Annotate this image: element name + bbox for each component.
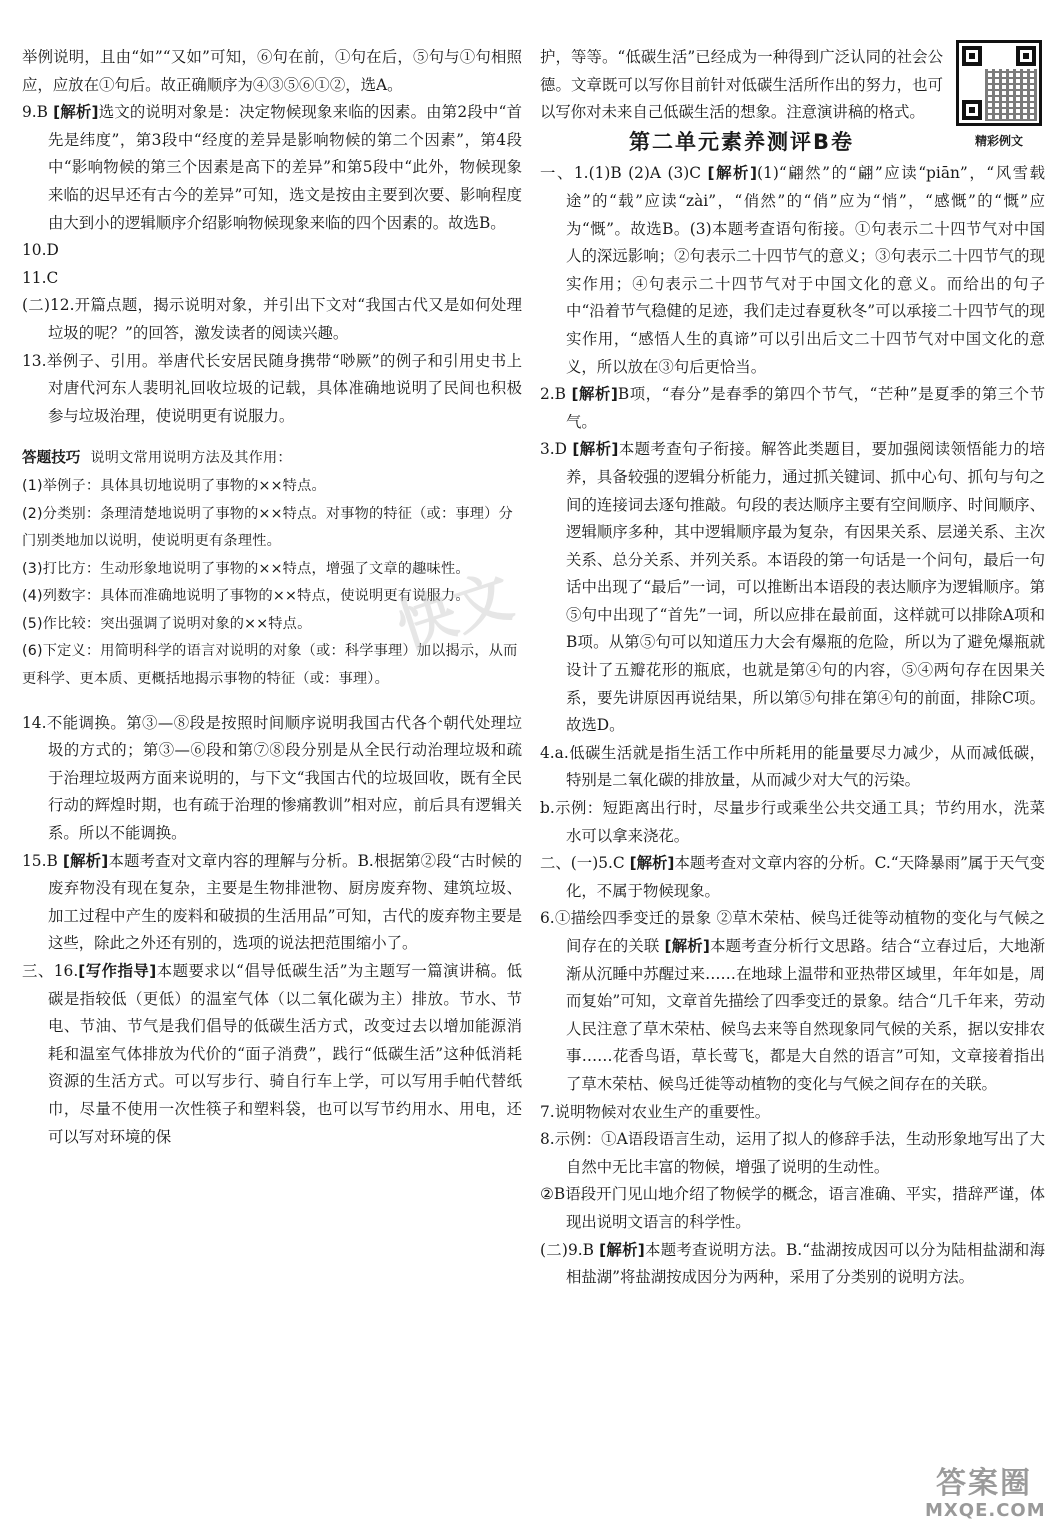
answer-text: B项，“春分”是春季的第四个节气，“芒种”是夏季的第三个节气。 xyxy=(566,385,1045,431)
answer-number: 15.B xyxy=(22,851,58,870)
answer-12: (二)12.开篇点题，揭示说明对象，并引出下文对“我国古代又是如何处理垃圾的呢？”的回答，激发读者的阅读兴趣。 xyxy=(22,296,522,342)
answer-9 xyxy=(22,99,522,237)
answer-text: 本题考查分析行文思路。结合“立春过后，大地渐渐从沉睡中苏醒过来……在地球上温带和亚热带区域里，年年如是，周而复始”可知，文章首先描绘了四季变迁的景象。结合“几千年来，劳动人民注意了草木荣枯、候鸟去来等自然现象同气候的关系，据以安排农事……花香鸟语，草长莺飞，都是大自然的语言”可知，文章接着指出了草木荣枯、候鸟迁徙等动植物的变化与气候之间存在的关联。 xyxy=(566,937,1045,1093)
analysis-tag: [解析] xyxy=(62,851,109,870)
analysis-tag: [解析] xyxy=(572,440,619,459)
answer-10: 10.D xyxy=(22,241,59,260)
logo-domain: MXQE.COM xyxy=(925,1500,1046,1521)
answer-7: 7.说明物候对农业生产的重要性。 xyxy=(540,1102,771,1121)
analysis-tag: [解析] xyxy=(599,1240,645,1259)
answer-15 xyxy=(22,848,522,958)
right-column xyxy=(540,44,1045,1292)
answer-text: 选文的说明对象是：决定物候现象来临的因素。由第2段中“首先是纬度”，第3段中“经度的差异是影响物候的第二个因素”，第4段中“影响物候的第三个因素是高下的差异”和第5段中“此外，物候现象来临的迟早还有古今的差异”可知，选文是按由主要到次要、影响程度由大到小的逻辑顺序介绍影响物候现象来临的四个因素的。故选B。 xyxy=(48,103,522,232)
qr-code-icon[interactable] xyxy=(956,40,1042,126)
tips-intro: 说明文常用说明方法及其作用： xyxy=(90,450,292,467)
answer-8b: ②B语段开门见山地介绍了物候学的概念，语言准确、平实，措辞严谨，体现出说明文语言的科学性。 xyxy=(540,1185,1045,1231)
answer-text: 本题考查说明方法。B.“盐湖按成因可以分为陆相盐湖和海相盐湖”将盐湖按成因分为两种，采用了分类别的说明方法。 xyxy=(566,1240,1045,1287)
tips-title: 答题技巧 xyxy=(22,449,81,467)
answer-number: (二)9.B xyxy=(540,1240,594,1259)
answer-4a: 4.a.低碳生活就是指生活工作中所耗用的能量要尽力减少，从而减低碳，特别是二氧化碳的排放量，从而减少对大气的污染。 xyxy=(540,743,1045,790)
qr-code-block[interactable] xyxy=(953,40,1045,156)
answer-2 xyxy=(540,381,1045,436)
logo-text: 答案圈 xyxy=(936,1466,1032,1501)
section-title: 第二单元素养测评B卷 xyxy=(628,129,854,154)
answer-16 xyxy=(22,958,522,1151)
answer-3 xyxy=(540,436,1045,740)
tip-item: (5)作比较：突出强调了说明对象的××特点。 xyxy=(22,615,312,632)
answer-text: (1)“翩然”的“翩”应读“piān”，“风雪载途”的“载”应读“zài”，“俏然”的“俏”应为“悄”，“感慨”的“慨”应为“慨”。故选B。(3)本题考查语句衔接。①句表示二十四节气对中国人的深远影响；②句表示二十四节气的意义；③句表示二十四节气的现实作用；④句表示二十四节气对于中国文化的意义。而给出的句子中“沿着节气稳健的足迹，我们走过春夏秋冬”可以承接二十四节气的现实作用，“感悟人生的真谛”可以引出后文二十四节气对中国文化的意义，所以放在③句后更恰当。 xyxy=(566,164,1045,376)
answer-text: 本题考查句子衔接。解答此类题目，要加强阅读领悟能力的培养，具备较强的逻辑分析能力，通过抓关键词、抓中心句、抓句与句之间的连接词去逐句推敲。句段的表达顺序主要有空间顺序、时间顺序、逻辑顺序多种，其中逻辑顺序最为复杂，有因果关系、层递关系、主次关系、总分关系、并列关系。本语段的第一句话是一个问句，最后一句话中出现了“最后”一词，可以推断出本语段的表达顺序为逻辑顺序。第⑤句中出现了“首先”一词，所以应排在最前面，这样就可以排除A项和B项。从第⑤句可以知道压力大会有爆瓶的危险，所以为了避免爆瓶就设计了五瓣花形的瓶底，也就是第④句的内容，⑤④两句存在因果关系，要先讲原因再说结果，所以第⑤句排在第④句的前面，排除C项。故选D。 xyxy=(566,440,1045,735)
qr-label: 精彩例文 xyxy=(974,134,1023,148)
tip-item: (1)举例子：具体具切地说明了事物的××特点。 xyxy=(22,477,326,494)
writing-guide-tag: [写作指导] xyxy=(78,962,157,980)
analysis-tag: [解析] xyxy=(664,937,710,955)
answer-5 xyxy=(540,850,1045,905)
tip-item: (2)分类别：条理清楚地说明了事物的××特点。对事物的特征（或：事理）分门别类地加以说明，使说明更有条理性。 xyxy=(22,505,513,550)
answer-8a: 8.示例：①A语段语言生动，运用了拟人的修辞手法，生动形象地写出了大自然中无比丰富的物候，增强了说明的生动性。 xyxy=(540,1130,1045,1176)
answer-11: 11.C xyxy=(22,268,59,287)
tip-item: (3)打比方：生动形象地说明了事物的××特点，增强了文章的趣味性。 xyxy=(22,560,470,577)
answer-1 xyxy=(540,160,1045,381)
answer-number: 3.D xyxy=(540,440,568,459)
answer-number: 9.B xyxy=(22,103,48,122)
answer-text: 本题要求以“倡导低碳生活”为主题写一篇演讲稿。低碳是指较低（更低）的温室气体（以二氧化碳为主）排放。节水、节电、节油、节气是我们倡导的低碳生活方式，改变过去以增加能源消耗和温室气体排放为代价的“面子消费”，践行“低碳生活”这种低消耗资源的生活方式。可以写步行、骑自行车上学，可以写用手帕代替纸巾，尽量不使用一次性筷子和塑料袋，也可以写节约用水、用电，还可以写对环境的保 xyxy=(48,962,522,1146)
answer-14: 14.不能调换。第③—⑧段是按照时间顺序说明我国古代各个朝代处理垃圾的方式的；第③—⑥段和第⑦⑧段分别是从全民行动治理垃圾和疏于治理垃圾两方面来说明的，与下文“我国古代的垃圾回收，既有全民行动的辉煌时期，也有疏于治理的惨痛教训”相对应，前后具有逻辑关系。所以不能调换。 xyxy=(22,713,522,843)
answer-6 xyxy=(540,905,1045,1098)
answer-16-continued: 护，等等。“低碳生活”已经成为一种得到广泛认同的社会公德。文章既可以写你目前针对低碳生活所作出的努力，也可以写你对未来自己低碳生活的想象。注意演讲稿的格式。 xyxy=(540,48,943,122)
answer-4b: b.示例：短距离出行时，尽量步行或乘坐公共交通工具；节约用水，洗菜水可以拿来浇花。 xyxy=(540,799,1045,845)
tip-item: (4)列数字：具体而准确地说明了事物的××特点，使说明更有说服力。 xyxy=(22,588,470,605)
analysis-tag: [解析] xyxy=(53,103,99,122)
answer-number: 二、(一)5.C xyxy=(540,854,625,873)
analysis-tag: [解析] xyxy=(629,854,675,873)
watermark: 快文 xyxy=(388,561,521,663)
answer-number: 2.B xyxy=(540,385,566,404)
answer-text: 本题考查对文章内容的理解与分析。B.根据第②段“古时候的废弃物没有现在复杂，主要是生物排泄物、厨房废弃物、建筑垃圾、加工过程中产生的废料和破损的生活用品”可知，古代的废弃物主要是这些，除此之外还有别的，选项的说法把范围缩小了。 xyxy=(48,851,522,953)
answer-number: 一、1.(1)B (2)A (3)C xyxy=(540,164,702,183)
analysis-tag: [解析] xyxy=(707,164,758,183)
analysis-tag: [解析] xyxy=(571,385,618,404)
answer-9b xyxy=(540,1237,1045,1292)
answer-13: 13.举例子、引用。举唐代长安居民随身携带“唦厥”的例子和引用史书上对唐代河东人裴明礼回收垃圾的记载，具体准确地说明了民间也积极参与垃圾治理，使说明更有说服力。 xyxy=(22,351,522,425)
answer-8-continued: 举例说明，且由“如”“又如”可知，⑥句在前，①句在后，⑤句与①句相照应，应放在①句后。故正确顺序为④③⑤⑥①②，选A。 xyxy=(22,48,522,94)
answer-text: 本题考查对文章内容的分析。C.“天降暴雨”属于天气变化，不属于物候现象。 xyxy=(566,854,1045,900)
site-logo xyxy=(925,1466,1046,1526)
tip-item: (6)下定义：用简明科学的语言对说明的对象（或：科学事理）加以揭示，从而更科学、更本质、更概括地揭示事物的特征（或：事理）。 xyxy=(22,643,518,688)
answer-text: 6.①描绘四季变迁的景象 ②草木荣枯、候鸟迁徙等动植物的变化与气候之间存在的关联 xyxy=(540,909,1045,955)
answer-number: 三、16. xyxy=(22,962,79,980)
